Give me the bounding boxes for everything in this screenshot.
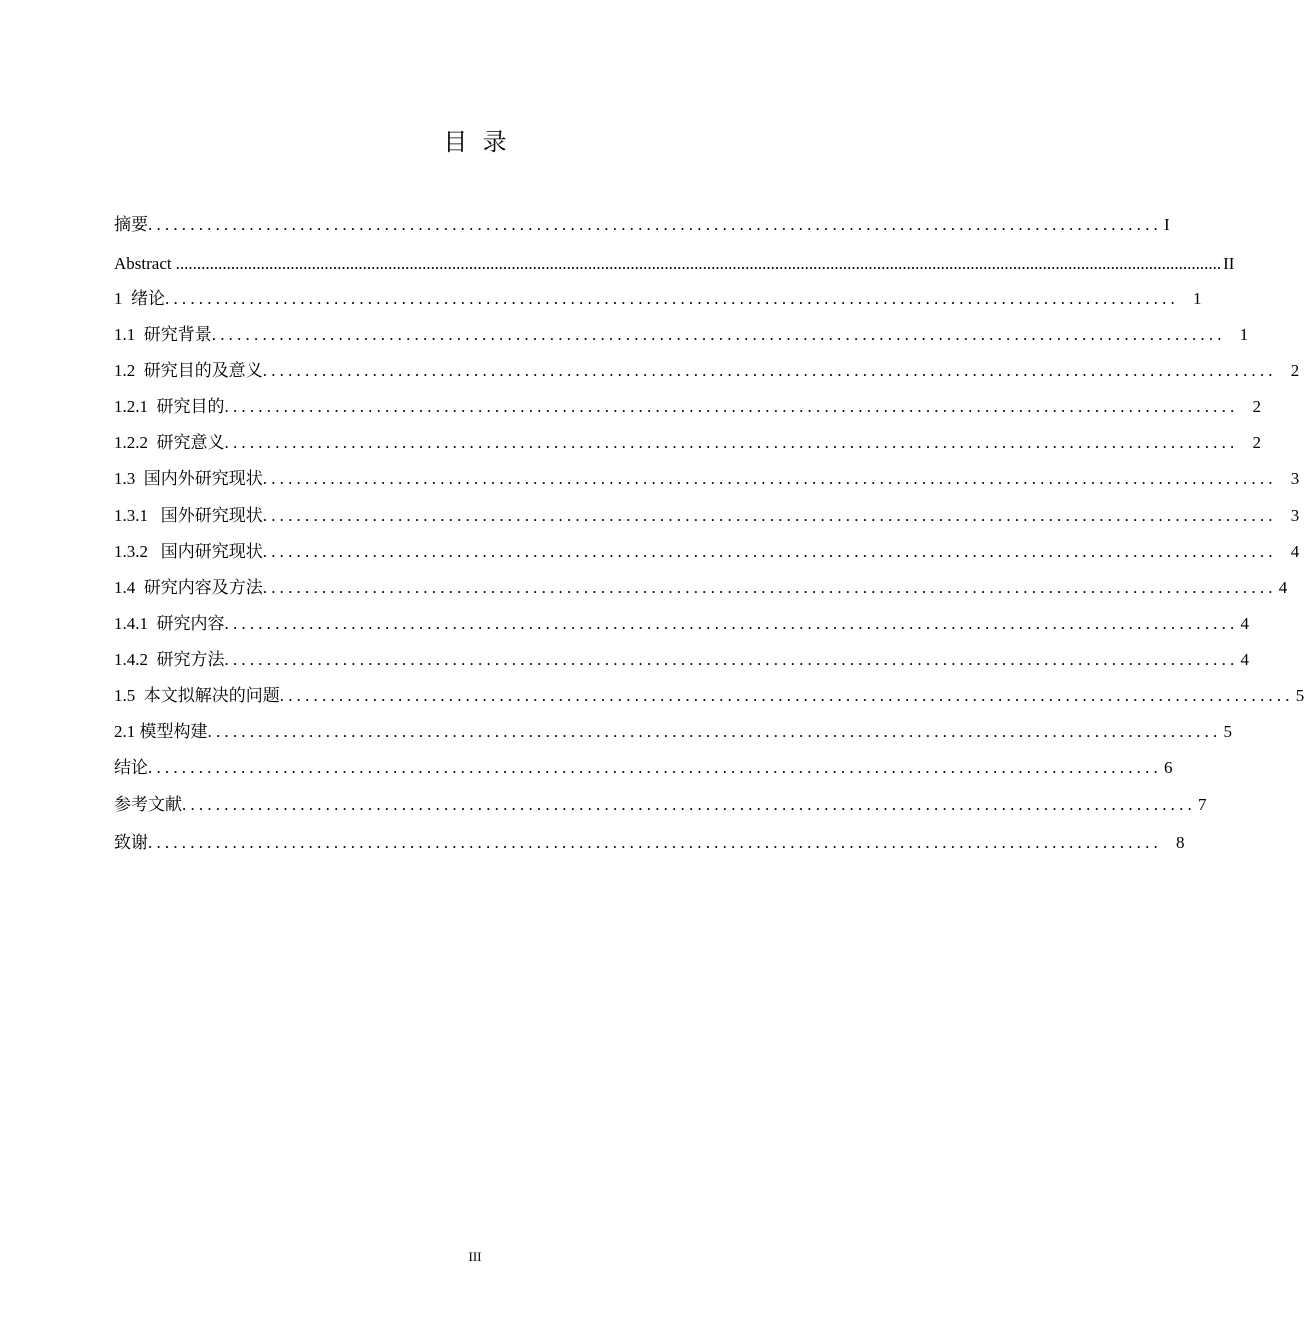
toc-dot-leader: ........................................................................................................................ — [182, 795, 1196, 814]
toc-dot-leader: ........................................................................................................................ — [262, 469, 1277, 488]
toc-entry-label: 2.1 模型构建 — [114, 722, 208, 741]
toc-page-number: 6 — [1164, 758, 1173, 777]
toc-entry-1-4-2[interactable] — [114, 647, 1249, 673]
toc-entry-label: 1.1 研究背景 — [114, 325, 212, 344]
toc-entry-label: 1.4 研究内容及方法 — [114, 578, 263, 597]
toc-entry-label: 1.2.1 研究目的 — [114, 397, 225, 416]
toc-dot-leader: ...................................................................................................................................................................................................................................................... — [175, 254, 1222, 273]
toc-dot-leader: ........................................................................................................................ — [262, 506, 1277, 525]
toc-entry-label: 1.4.1 研究内容 — [114, 614, 225, 633]
toc-page-number: II — [1223, 254, 1235, 273]
toc-entry-conclusion[interactable] — [114, 755, 1173, 781]
toc-page-number: 3 — [1290, 506, 1300, 525]
toc-page-number: 2 — [1290, 361, 1300, 380]
toc-page-number: 2 — [1252, 433, 1261, 452]
footer-page-number: III — [468, 1249, 482, 1264]
page-title: 目 录 — [443, 128, 507, 156]
toc-page-number: 5 — [1223, 722, 1232, 741]
toc-entry-label: 摘要 — [114, 215, 148, 234]
toc-entry-label: 结论 — [114, 758, 148, 777]
toc-dot-leader: ........................................................................................................................ — [224, 614, 1239, 633]
toc-entry-1-2[interactable] — [114, 358, 1300, 384]
toc-entry-label: 1.5 本文拟解决的问题 — [114, 686, 280, 705]
toc-page-number: 5 — [1295, 686, 1304, 705]
toc-entry-1-3-2[interactable] — [114, 539, 1300, 565]
toc-entry-1-3-1[interactable] — [114, 503, 1300, 529]
toc-dot-leader: ........................................................................................................................ — [224, 650, 1239, 669]
toc-dot-leader: ........................................................................................................................ — [224, 397, 1239, 416]
toc-page-number: 4 — [1290, 542, 1300, 561]
toc-dot-leader: ........................................................................................................................ — [224, 433, 1239, 452]
toc-dot-leader: ........................................................................................................................ — [148, 833, 1162, 852]
toc-entry-label: 1.2.2 研究意义 — [114, 433, 225, 452]
toc-page-number: 4 — [1240, 614, 1249, 633]
toc-dot-leader: ........................................................................................................................ — [279, 686, 1294, 705]
toc-dot-leader: ........................................................................................................................ — [165, 289, 1179, 308]
toc-entry-1-3[interactable] — [114, 466, 1300, 492]
toc-page-number: I — [1164, 215, 1170, 234]
toc-dot-leader: ........................................................................................................................ — [207, 722, 1222, 741]
toc-page-number: 1 — [1193, 289, 1202, 308]
toc-page-number: 8 — [1176, 833, 1185, 852]
toc-entry-abstract-cn[interactable] — [114, 212, 1170, 238]
toc-entry-label: 1.3.2 国内研究现状 — [114, 542, 263, 561]
toc-entry-label: 参考文献 — [114, 795, 182, 814]
toc-entry-label: 1 绪论 — [114, 289, 165, 308]
toc-entry-abstract-en[interactable] — [114, 251, 1235, 277]
toc-entry-label: 1.2 研究目的及意义 — [114, 361, 263, 380]
toc-page-number: 4 — [1240, 650, 1249, 669]
toc-entry-1-2-1[interactable] — [114, 394, 1261, 420]
toc-entry-1-5[interactable] — [114, 683, 1304, 709]
toc-page-number: 2 — [1252, 397, 1261, 416]
toc-entry-label: 1.4.2 研究方法 — [114, 650, 225, 669]
toc-page-number: 7 — [1198, 795, 1207, 814]
toc-entry-1-1[interactable] — [114, 322, 1249, 348]
toc-entry-acknowledgements[interactable] — [114, 830, 1185, 856]
toc-entry-1-4-1[interactable] — [114, 611, 1249, 637]
toc-dot-leader: ........................................................................................................................ — [148, 215, 1162, 234]
toc-dot-leader: ........................................................................................................................ — [262, 578, 1277, 597]
toc-entry-chapter-1[interactable] — [114, 286, 1202, 312]
toc-entry-references[interactable] — [114, 792, 1207, 818]
toc-dot-leader: ........................................................................................................................ — [262, 542, 1277, 561]
toc-entry-label: 1.3 国内外研究现状 — [114, 469, 263, 488]
toc-dot-leader: ........................................................................................................................ — [211, 325, 1226, 344]
toc-dot-leader: ........................................................................................................................ — [262, 361, 1277, 380]
toc-page-number: 3 — [1290, 469, 1300, 488]
toc-page-number: 4 — [1278, 578, 1288, 597]
toc-entry-2-1[interactable] — [114, 719, 1232, 745]
toc-dot-leader: ........................................................................................................................ — [148, 758, 1162, 777]
toc-page-number: 1 — [1239, 325, 1249, 344]
toc-entry-label: 致谢 — [114, 833, 148, 852]
toc-entry-1-4[interactable] — [114, 575, 1288, 601]
toc-entry-1-2-2[interactable] — [114, 430, 1261, 456]
toc-entry-label: Abstract — [114, 254, 172, 273]
toc-entry-label: 1.3.1 国外研究现状 — [114, 506, 263, 525]
